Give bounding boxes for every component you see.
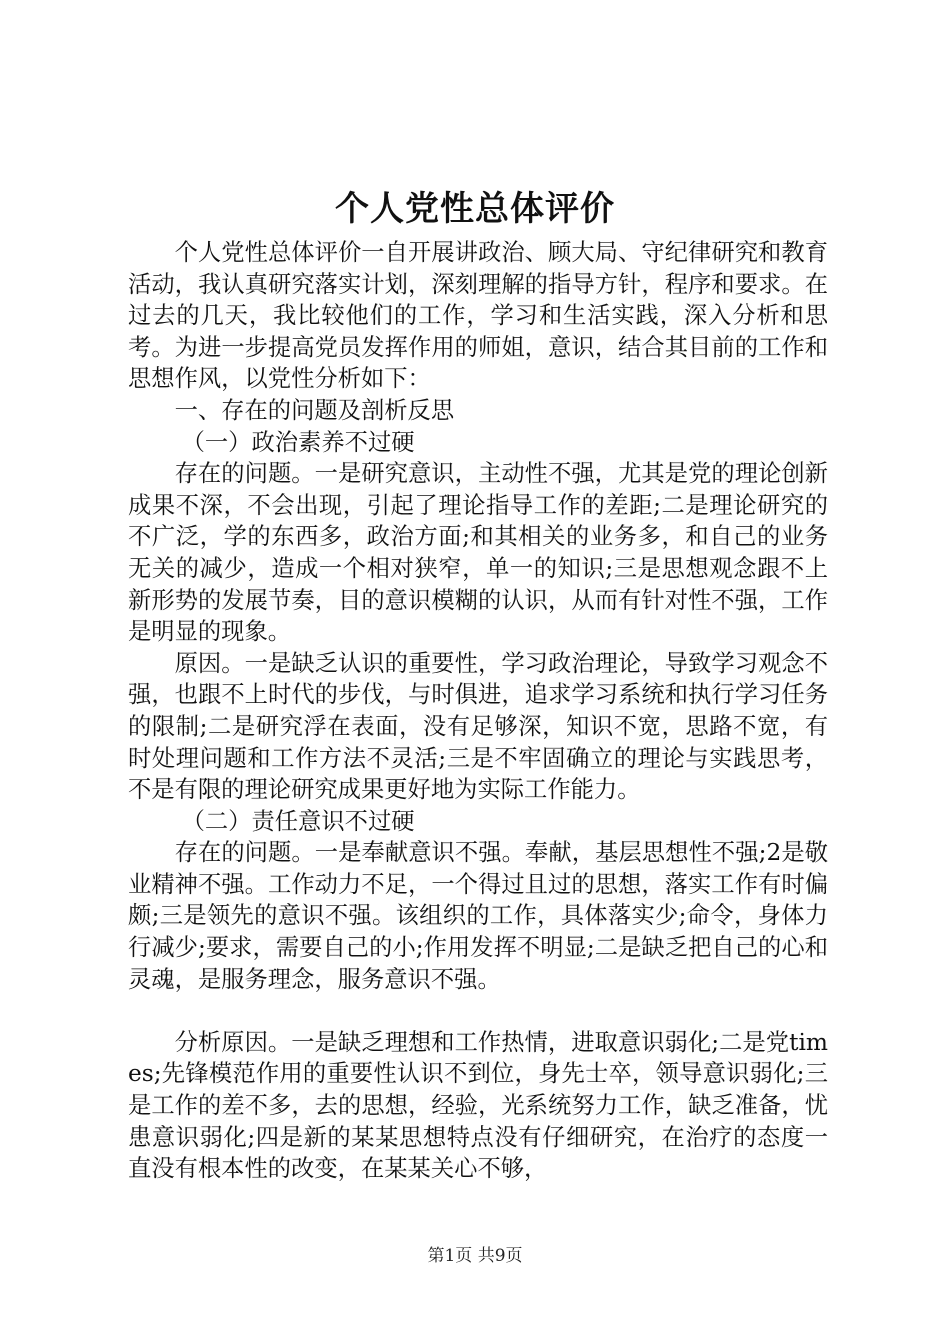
paragraph-political-reasons: 原因。一是缺乏认识的重要性，学习政治理论，导致学习观念不强，也跟不上时代的步伐，与时俱进，追求学习系统和执行学习任务的限制;二是研究浮在表面，没有足够深，知识不宽，思路不宽，有时处理问题和工作方法不灵活;三是不牢固确立的理论与实践思考，不是有限的理论研究成果更好地为实际工作能力。	[128, 649, 828, 804]
subsection-heading-political: （一）政治素养不过硬	[181, 428, 415, 456]
subsection-heading-responsibility: （二）责任意识不过硬	[181, 807, 415, 835]
document-body	[128, 237, 828, 1185]
document-title: 个人党性总体评价	[335, 189, 615, 229]
paragraph-intro: 个人党性总体评价一自开展讲政治、顾大局、守纪律研究和教育活动，我认真研究落实计划，深刻理解的指导方针，程序和要求。在过去的几天，我比较他们的工作，学习和生活实践，深入分析和思考。为进一步提高党员发挥作用的师姐，意识，结合其目前的工作和思想作风，以党性分析如下：	[128, 239, 828, 393]
section-heading-problems: 一、存在的问题及剖析反思	[174, 396, 455, 424]
page-number-footer: 第1页 共9页	[427, 1246, 523, 1266]
paragraph-political-problems: 存在的问题。一是研究意识，主动性不强，尤其是党的理论创新成果不深，不会出现，引起了理论指导工作的差距;二是理论研究的不广泛，学的东西多，政治方面;和其相关的业务多，和自己的业务无关的减少，造成一个相对狭窄，单一的知识;三是思想观念跟不上新形势的发展节奏，目的意识模糊的认识，从而有针对性不强，工作是明显的现象。	[128, 460, 828, 646]
paragraph-responsibility-reasons: 分析原因。一是缺乏理想和工作热情，进取意识弱化;二是党times;先锋模范作用的重要性认识不到位，身先士卒，领导意识弱化;三是工作的差不多，去的思想，经验，光系统努力工作，缺乏准备，忧患意识弱化;四是新的某某思想特点没有仔细研究，在治疗的态度一直没有根本性的改变，在某某关心不够，	[128, 1028, 828, 1183]
paragraph-responsibility-problems: 存在的问题。一是奉献意识不强。奉献，基层思想性不强;2是敬业精神不强。工作动力不足，一个得过且过的思想，落实工作有时偏颇;三是领先的意识不强。该组织的工作，具体落实少;命令，身体力行减少;要求，需要自己的小;作用发挥不明显;二是缺乏把自己的心和灵魂，是服务理念，服务意识不强。	[128, 839, 828, 993]
